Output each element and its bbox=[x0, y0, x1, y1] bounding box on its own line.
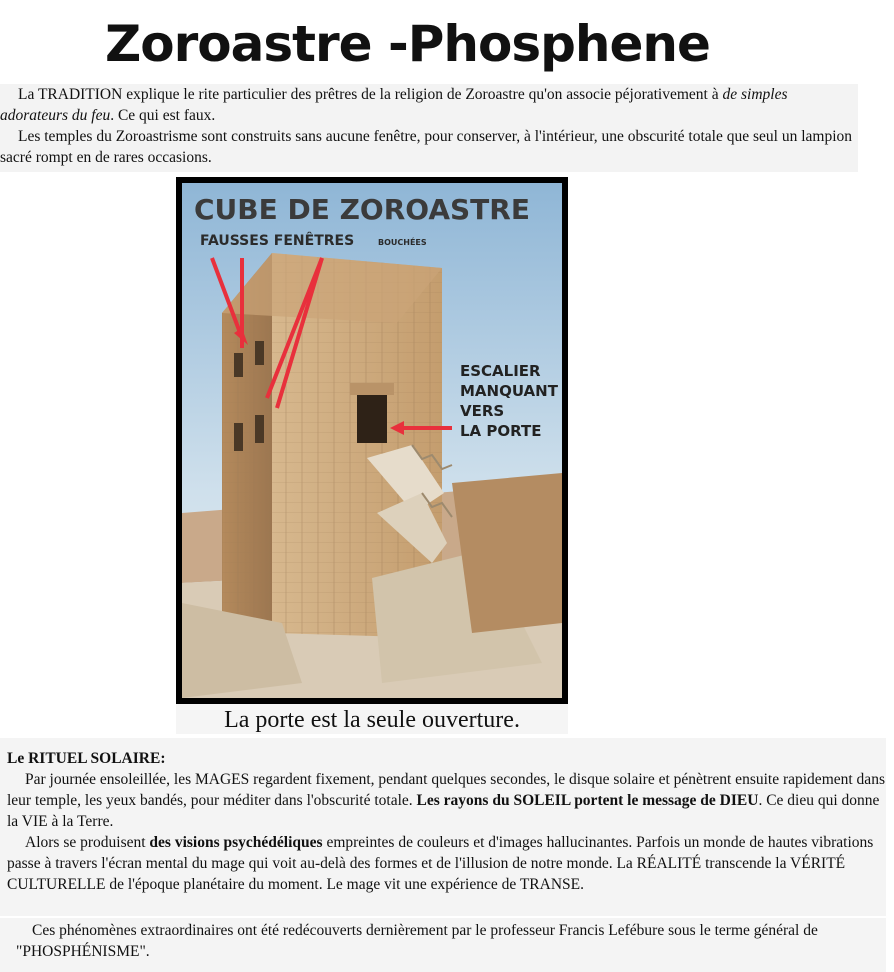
phosphenism-paragraph: Ces phénomènes extraordinaires ont été redécouverts dernièrement par le professeur Francis Lefébure sous le terme général de "PHOSPHÉNISME". bbox=[16, 922, 818, 960]
page-title: Zoroastre -Phosphene bbox=[105, 15, 710, 73]
ritual-bold-2: des visions psychédéliques bbox=[149, 834, 323, 851]
staircase-label-line-2: MANQUANT bbox=[460, 382, 558, 400]
phosphenism-section bbox=[0, 918, 886, 972]
ritual-bold: Les rayons du SOLEIL portent le message de DIEU bbox=[416, 792, 759, 809]
staircase-label-line-4: LA PORTE bbox=[460, 422, 542, 440]
intro-text-end: . Ce qui est faux. bbox=[110, 107, 216, 124]
intro-text: La TRADITION explique le rite particulier des prêtres de la religion de Zoroastre qu'on associe péjorativement à bbox=[18, 86, 723, 103]
temple-door bbox=[357, 393, 387, 443]
ritual-text: Par journée ensoleillée, les MAGES regardent fixement, pendant quelques secondes, le disque solaire et pénètrent ensuite rapidement dans leur temple, les yeux bandés, pour méditer dans l'obscurité totale. bbox=[7, 771, 885, 809]
false-windows-sublabel: BOUCHÉES bbox=[378, 238, 427, 247]
intro-section bbox=[0, 84, 858, 172]
ritual-text-end: . Ce dieu qui donne la VIE à la Terre. bbox=[7, 792, 880, 830]
ritual-text-2-end: empreintes de couleurs et d'images hallucinantes. Parfois un monde de hautes vibrations passe à travers l'écran mental du mage qui voit au-delà des formes et de l'illusion de notre monde. La RÉALITÉ transcende la VÉRITÉ CULTURELLE de l'époque planétaire du moment. Le mage vit une expérience de TRANSE. bbox=[7, 834, 874, 893]
false-window bbox=[234, 353, 243, 377]
ritual-paragraph-2 bbox=[7, 832, 886, 895]
false-window bbox=[234, 423, 243, 451]
ritual-heading: Le RITUEL SOLAIRE: bbox=[7, 750, 166, 767]
cube-de-zoroastre-photo bbox=[182, 183, 562, 698]
intro-paragraph-2: Les temples du Zoroastrisme sont construits sans aucune fenêtre, pour conserver, à l'intérieur, une obscurité totale que seul un lampion sacré rompt en de rares occasions. bbox=[0, 128, 853, 166]
ritual-section bbox=[0, 738, 886, 916]
false-windows-label: FAUSSES FENÊTRES bbox=[200, 233, 355, 249]
ritual-text-2: Alors se produisent bbox=[25, 834, 150, 851]
ritual-paragraph-1 bbox=[7, 769, 886, 832]
staircase-label-line-1: ESCALIER bbox=[460, 362, 541, 380]
temple-image bbox=[176, 177, 568, 704]
false-window bbox=[255, 341, 264, 365]
staircase-label-line-3: VERS bbox=[460, 402, 505, 420]
image-caption: La porte est la seule ouverture. bbox=[176, 704, 568, 734]
intro-emphasis: de simples adorateurs du feu bbox=[0, 86, 788, 124]
image-heading: CUBE DE ZOROASTRE bbox=[194, 193, 530, 226]
intro-paragraph-1 bbox=[0, 84, 858, 126]
false-window bbox=[255, 415, 264, 443]
